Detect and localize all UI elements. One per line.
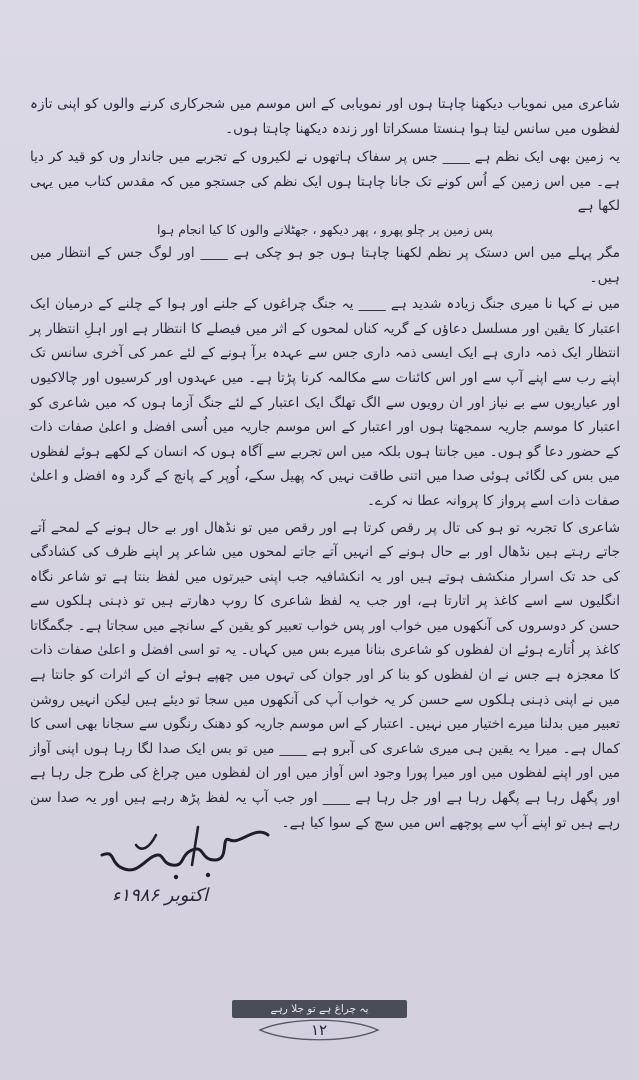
paragraph-4: میں نے کہا نا میری جنگ زیادہ شدید ہے ____ یہ جنگ چراغوں کے جلنے اور ہوا کے چلنے کے درمیان ایک اعتبار کا یقین اور مسلسل دعاؤں کے گریہ کناں لمحوں کے اثر میں فیصلے کا انتظار ہے اور اہلِ انتظار پر انتظار ایک ذمہ داری ہے ایک ایسی ذمہ داری جس سے عہدہ برآ ہونے کے لئے عمر کی آخری سانس تک اپنے رب سے اپنے آپ سے اور اس کائنات سے مکالمہ کرنا پڑتا ہے۔ میں عہدوں اور کرسیوں اور چالاکیوں اور عیاریوں سے بے نیاز اور ان رویوں سے الگ تھلگ ایک اعتبار کے لئے جنگ آزما ہوں کہ میں شاعری کو اعتبار کا موسم جاریہ سمجھتا ہوں اور اعتبار کے اس موسم جاریہ میں اُسی افضل و اعلیٰ صفات ذات کے حضور دعا گو ہوں۔ میں جانتا ہوں بلکہ میں اس تجربے سے آگاہ ہوں کہ انسان کے لکھے ہوئے لفظوں میں بس کی لگائی ہوئی صدا میں اتنی طاقت نہیں کہ پھیل سکے، اُوپر کے پانچ کے گرد وہ افضل و اعلیٰ صفات ذات اسے پرواز کا پروانہ عطا نہ کرے۔: [30, 296, 620, 509]
paragraph-5: شاعری کا تجربہ تو ہو کی تال پر رقص کرتا ہے اور رقص میں تو نڈھال اور بے حال ہونے کے لمحے آتے جاتے رہتے ہیں نڈھال اور بے حال ہونے کے انہیں آتے جاتے لمحوں میں شاعر پر اپنے ظرف کی کشادگی کی حد تک اسرار منکشف ہوتے ہیں اور یہ انکشافیہ جب اپنی حیرتوں میں لفظ بنتا ہے تو شاعر نگاہ انگلیوں سے اسے کاغذ پر اتارتا ہے، اور جب یہ لفظ شاعری کا روپ دھارتے ہیں تو ذہنی ہلکوں سے حسن کر دوسروں کی آنکھوں میں خواب اور پس خواب تعبیر کو یقین کے سانچے میں سجاتا ہے۔ جگمگاتا کاغذ پر اُتارے ہوئے ان لفظوں کو شاعری بنانا میرے بس میں کہاں۔ یہ تو اسی افضل و اعلیٰ صفات ذات کا معجزہ ہے جس نے ان لفظوں کو بنا کر اور جوان کی تہوں میں چھپے ہوئے ان کے اثرات کو جانتا ہے میں نے اپنی ذہنی ہلکوں سے حسن کر یہ خواب آپ کی آنکھوں میں سجا تو دیئے ہیں لیکن انہیں روشن تعبیر میں بدلنا میرے اختیار میں نہیں۔ اعتبار کے اس موسم جاریہ کو دھنک رنگوں سے سجانا بھی اسی کا کمال ہے۔ میرا یہ یقین ہی میری شاعری کی آبرو ہے ____ میں تو بس ایک صدا لگا رہا ہوں اپنی آواز میں اور اپنے لفظوں میں اور میرا پورا وجود اس آواز میں اور ان لفظوں میں چراغ کی طرح جل رہا ہے اور پگھل رہا ہے پگھل رہا ہے اور جل رہا ہے ____ اور جب آپ یہ لفظ پڑھ رہے ہیں اور یہ صدا سن رہے ہیں تو اپنے آپ سے پوچھے اس میں سچ کے سوا کیا ہے۔: [30, 519, 620, 831]
date: اکتوبر ۱۹۸۶ء: [111, 885, 209, 906]
signature-image: [80, 805, 280, 895]
page-number: ۱۲: [310, 1021, 328, 1039]
signature: [80, 805, 280, 935]
paragraph-2: یہ زمین بھی ایک نظم ہے ____ جس پر سفاک ہاتھوں نے لکیروں کے تجربے میں جاندار وں کو قید کر دیا ہے۔ میں اس زمین کے اُس کونے تک جانا چاہتا ہوں ایک نظم کی جستجو میں کہ مقدس کتاب میں یہی لکھا ہے: [30, 149, 620, 215]
paragraph-1: شاعری میں نمویاب دیکھنا چاہتا ہوں اور نمویابی کے اس موسم میں شجرکاری کرنے والوں کو اپنی تازہ لفظوں میں سانس لیتا ہوا ہنستا مسکراتا اور زندہ دیکھنا چاہتا ہوں۔: [30, 96, 620, 137]
paragraph-3: مگر پہلے میں اس دستک پر نظم لکھنا چاہتا ہوں جو ہو چکی ہے ____ اور لوگ جس کے انتظار میں ہیں۔: [30, 244, 620, 286]
quoted-verse: پس زمین پر چلو پھرو ، پھر دیکھو ، جھٹلانے والوں کا کیا انجام ہوا: [157, 221, 493, 237]
body-text: [30, 92, 620, 835]
book-title-banner: یہ چراغ ہے تو جلا رہے: [232, 1000, 407, 1018]
